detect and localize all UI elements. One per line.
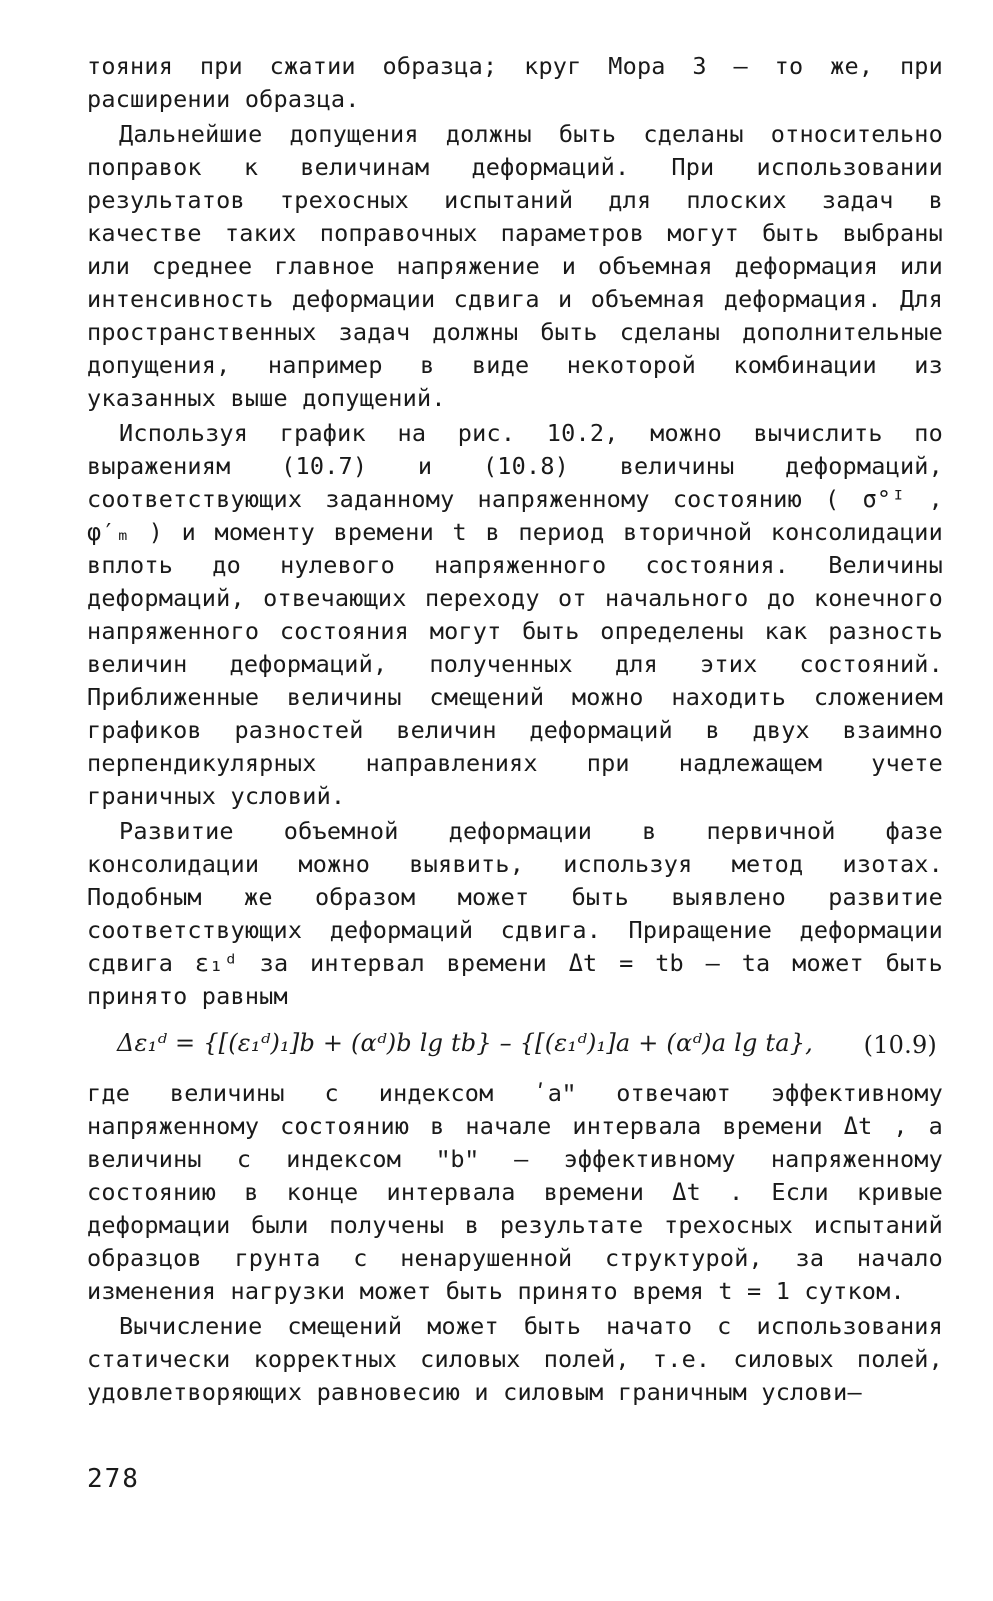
paragraph-3: Используя график на рис. 10.2, можно вычислить по выражениям (10.7) и (10.8) величины деформаций, соответствующих заданному напряженному состоянию ( σ°ᴵ , φ′ₘ ) и моменту времени t в период вторичной консолидации вплоть до нулевого напряженного состояния. Величины деформаций, отвечающих переходу от начального до конечного напряженного состояния могут быть определены как разность величин деформаций, полученных для этих состояний. Приближенные величины смещений можно находить сложением графиков разностей величин деформаций в двух взаимно перпендикулярных направлениях при надлежащем учете граничных условий.: [87, 419, 943, 810]
equation-10-9: [87, 1017, 943, 1073]
paragraph-4: Развитие объемной деформации в первичной фазе консолидации можно выявить, используя метод изотах. Подобным же образом может быть выявлено развитие соответствующих деформаций сдвига. Приращение деформации сдвига ε₁ᵈ за интервал времени Δt = tb – ta может быть принято равным: [87, 817, 943, 1010]
equation-number: (10.9): [863, 1031, 937, 1059]
paragraph-5: где величины с индексом ʹaʺ отвечают эффективному напряженному состоянию в начале интервала времени Δt , а величины с индексом ʺbʺ – эффективному напряженному состоянию в конце интервала времени Δt . Если кривые деформации были получены в результате трехосных испытаний образцов грунта с ненарушенной структурой, за начало изменения нагрузки может быть принято время t = 1 сутком.: [87, 1079, 943, 1305]
page-number: 278: [87, 1464, 140, 1494]
paragraph-6: Вычисление смещений может быть начато с использования статически корректных силовых полей, т.е. силовых полей, удовлетворяющих равновесию и силовым граничным услови–: [87, 1312, 943, 1406]
paragraph-2: Дальнейшие допущения должны быть сделаны относительно поправок к величинам деформаций. При использовании результатов трехосных испытаний для плоских задач в качестве таких поправочных параметров могут быть выбраны или среднее главное напряжение и объемная деформация или интенсивность деформации сдвига и объемная деформация. Для пространственных задач должны быть сделаны дополнительные допущения, например в виде некоторой комбинации из указанных выше допущений.: [87, 120, 943, 412]
text-body: [87, 50, 943, 1411]
equation-expression: Δε₁ᵈ = {[(ε₁ᵈ)₁]b + (αᵈ)b lg tb} – {[(ε₁ᵈ)₁]a + (αᵈ)a lg ta},: [117, 1029, 814, 1057]
paragraph-1: тояния при сжатии образца; круг Мора 3 – то же, при расширении образца.: [87, 52, 943, 113]
